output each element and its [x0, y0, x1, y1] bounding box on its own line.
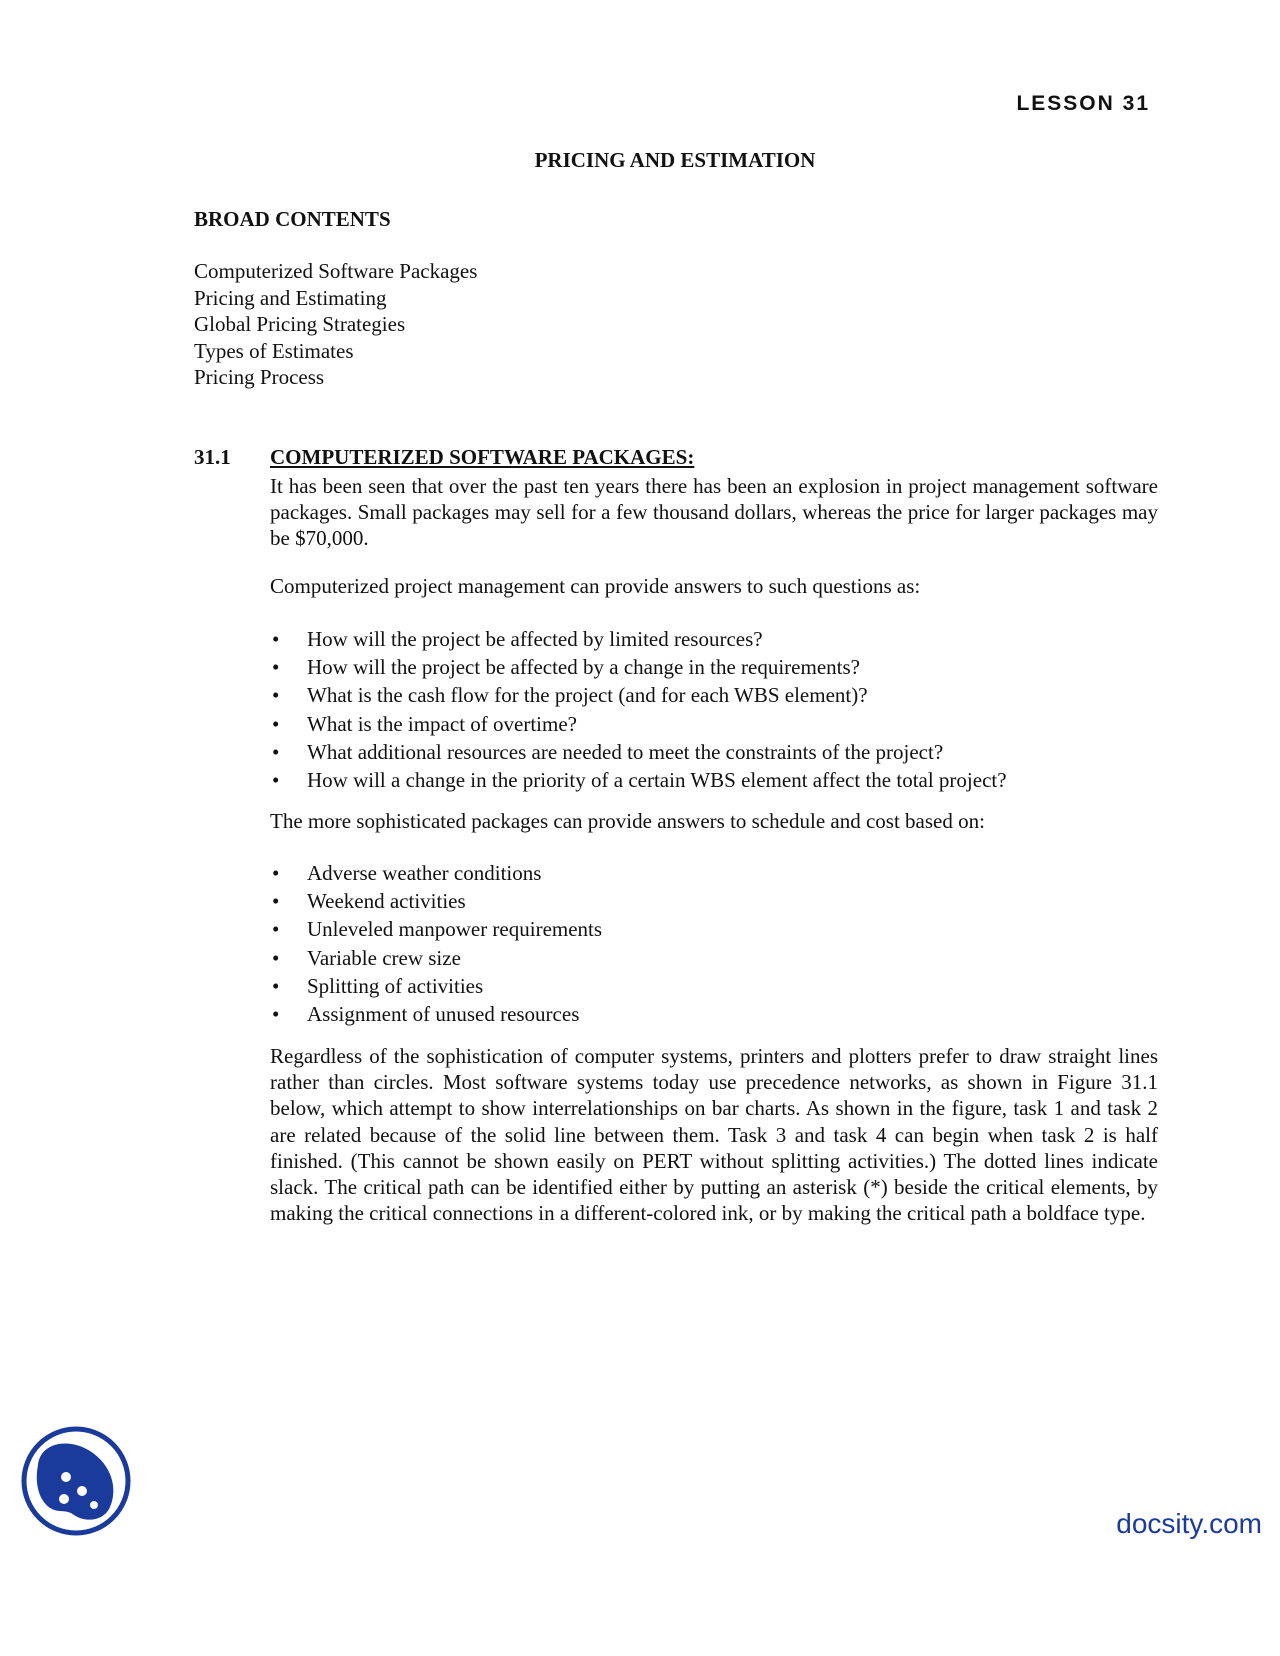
list-item-text: Unleveled manpower requirements — [307, 917, 603, 942]
factors-list — [270, 859, 602, 1028]
list-item-text: Adverse weather conditions — [307, 861, 542, 885]
bullet-icon: • — [272, 889, 280, 914]
list-item — [270, 859, 602, 887]
page-title: PRICING AND ESTIMATION — [534, 148, 816, 172]
list-item — [270, 653, 1007, 681]
bullet-icon: • — [272, 683, 280, 708]
list-item-text: Splitting of activities — [307, 973, 484, 998]
contents-item: Types of Estimates — [194, 338, 354, 363]
list-item — [270, 738, 1007, 766]
broad-contents-heading: BROAD CONTENTS — [194, 207, 391, 231]
intro-paragraph: It has been seen that over the past ten years there has been an explosion in project management software packages. Small packages may sell for a few thousand dollars, whereas the price for larger packages may be $70,000. — [270, 474, 1158, 551]
questions-list — [270, 625, 1007, 794]
bullet-icon: • — [272, 711, 280, 736]
list-item — [270, 944, 602, 972]
docsity-logo-icon — [20, 1425, 132, 1537]
list-item — [270, 710, 1007, 738]
list-item — [270, 1000, 602, 1028]
list-item-text: Variable crew size — [307, 945, 461, 970]
bullet-icon: • — [272, 627, 280, 651]
bullet-icon: • — [272, 655, 280, 680]
contents-item: Computerized Software Packages — [194, 259, 478, 283]
bullet-icon: • — [272, 739, 280, 764]
list-item-text: How will the project be affected by a change in the requirements? — [307, 655, 860, 680]
list-item-text: Assignment of unused resources — [307, 1002, 580, 1027]
list-item-text: What is the impact of overtime? — [307, 711, 577, 736]
list-item-text: How will a change in the priority of a certain WBS element affect the total project? — [307, 768, 1007, 793]
contents-item: Global Pricing Strategies — [194, 312, 406, 336]
contents-item: Pricing and Estimating — [194, 285, 387, 310]
list-item — [270, 625, 1007, 653]
contents-item: Pricing Process — [194, 365, 325, 389]
list-item-text: Weekend activities — [307, 889, 466, 914]
list-item-text: What additional resources are needed to meet the constraints of the project? — [307, 739, 944, 764]
bullet-icon: • — [272, 1002, 280, 1027]
factors-intro: The more sophisticated packages can provide answers to schedule and cost based on: — [270, 809, 985, 833]
list-item — [270, 766, 1007, 794]
bullet-icon: • — [272, 768, 280, 793]
section-number: 31.1 — [194, 445, 231, 469]
list-item — [270, 681, 1007, 709]
bullet-icon: • — [272, 861, 280, 885]
bullet-icon: • — [272, 973, 280, 998]
list-item — [270, 972, 602, 1000]
list-item-text: How will the project be affected by limited resources? — [307, 627, 763, 651]
list-item-text: What is the cash flow for the project (and for each WBS element)? — [307, 683, 868, 708]
list-item — [270, 887, 602, 915]
lesson-number: LESSON 31 — [1016, 92, 1150, 115]
docsity-brand-link[interactable]: docsity.com — [1116, 1508, 1262, 1539]
section-title: COMPUTERIZED SOFTWARE PACKAGES: — [270, 445, 695, 469]
questions-intro: Computerized project management can provide answers to such questions as: — [270, 574, 921, 598]
body-paragraph: Regardless of the sophistication of computer systems, printers and plotters prefer to draw straight lines rather than circles. Most software systems today use precedence networks, as shown in Figure 31.1 below, which attempt to show interrelationships on bar charts. As shown in the figure, task 1 and task 2 are related because of the solid line between them. Task 3 and task 4 can begin when task 2 is half finished. (This cannot be shown easily on PERT without splitting activities.) The dotted lines indicate slack. The critical path can be identified either by putting an asterisk (*) beside the critical elements, by making the critical connections in a different-colored ink, or by making the critical path a boldface type. — [270, 1044, 1158, 1226]
bullet-icon: • — [272, 917, 280, 942]
list-item — [270, 915, 602, 943]
bullet-icon: • — [272, 945, 280, 970]
broad-contents-list — [194, 258, 477, 391]
